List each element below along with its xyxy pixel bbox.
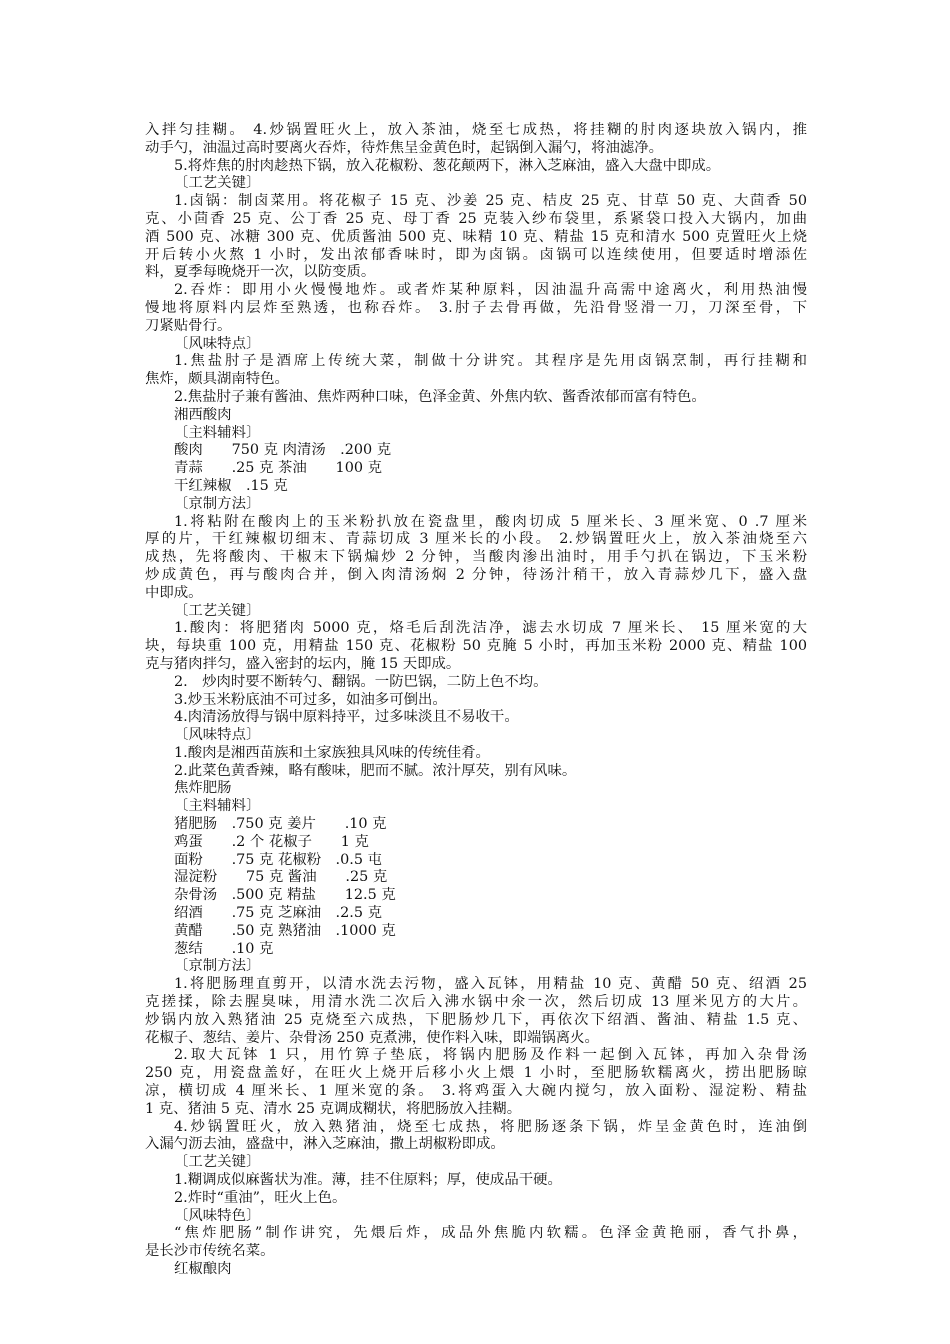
text-line: 〔工艺关键〕 <box>174 1154 261 1171</box>
ingredient-line: 葱结 .10 克 <box>174 940 274 957</box>
document-body <box>145 122 807 1279</box>
text-line: 〔风味特点〕 <box>174 335 261 352</box>
text-line: 〔风味特点〕 <box>174 727 261 744</box>
text-line: 2. 炒肉时要不断转勺、翻锅。一防巴锅，二防上色不均。 <box>174 673 548 690</box>
text-line: 炒锅内放入熟猪油 25 克烧至六成热，下肥肠炒几下，再依次下绍酒、酱油、精盐 1.5 克、 <box>145 1011 807 1028</box>
text-line: 1.糊调成似麻酱状为准。薄，挂不住原料；厚，使成品干硬。 <box>174 1172 562 1189</box>
ingredient-line: 湿淀粉 75 克 酱油 .25 克 <box>174 869 388 886</box>
text-line: “焦炸肥肠”制作讲究，先煨后炸，成品外焦脆内软糯。色泽金黄艳丽，香气扑鼻， <box>174 1225 807 1242</box>
text-line: 1.将粘附在酸肉上的玉米粉扒放在瓷盘里，酸肉切成 5 厘米长、3 厘米宽、0 .7 厘米 <box>174 513 807 530</box>
text-line: 克搓揉，除去腥臭味，用清水洗二次后入沸水锅中氽一次，然后切成 13 厘米见方的大片。 <box>145 994 807 1011</box>
text-line: 2.焦盐肘子兼有酱油、焦炸两种口味，色泽金黄、外焦内软、酱香浓郁而富有特色。 <box>174 388 706 405</box>
text-line: 〔工艺关键〕 <box>174 602 261 619</box>
text-line: 〔风味特色〕 <box>174 1207 261 1224</box>
text-line: 中即成。 <box>145 584 203 601</box>
text-line: 料，夏季每晚烧开一次，以防变质。 <box>145 264 376 281</box>
text-line: 2.取大瓦钵 1 只，用竹箅子垫底，将锅内肥肠及作料一起倒入瓦钵，再加入杂骨汤 <box>174 1047 807 1064</box>
text-line: 红椒酿肉 <box>174 1261 232 1277</box>
text-line: 慢地将原料内层炸至熟透，也称吞炸。 3.肘子去骨再做，先沿骨竖滑一刀，刀深至骨，下 <box>145 299 807 316</box>
text-line: 〔京制方法〕 <box>174 958 261 975</box>
ingredient-line: 杂骨汤 .500 克 精盐 12.5 克 <box>174 887 396 904</box>
ingredient-line: 猪肥肠 .750 克 姜片 .10 克 <box>174 816 387 833</box>
text-line: 2.吞炸：即用小火慢慢地炸。或者炸某种原料，因油温升高需中途离火，利用热油慢 <box>174 282 807 299</box>
text-line: 厚的片，干红辣椒切细末、青蒜切成 3 厘米长的小段。 2.炒锅置旺火上，放入茶油烧至六 <box>145 531 807 548</box>
text-line: 刀紧贴骨行。 <box>145 317 232 334</box>
text-line: 〔主料辅料〕 <box>174 798 261 815</box>
text-line: 〔工艺关键〕 <box>174 175 261 192</box>
ingredient-line: 绍酒 .75 克 芝麻油 .2.5 克 <box>174 905 382 922</box>
text-line: 入漏勺沥去油，盛盘中，淋入芝麻油，撒上胡椒粉即成。 <box>145 1136 505 1153</box>
text-line: 〔主料辅料〕 <box>174 424 261 441</box>
text-line: 炒成黄色，再与酸肉合并，倒入肉清汤焖 2 分钟，待汤汁稍干，放入青蒜炒几下，盛入盘 <box>145 566 807 583</box>
text-line: 〔京制方法〕 <box>174 495 261 512</box>
text-line: 1.酸肉是湘西苗族和土家族独具风味的传统佳肴。 <box>174 744 490 761</box>
text-line: 1.将肥肠理直剪开，以清水洗去污物，盛入瓦钵，用精盐 10 克、黄醋 50 克、绍酒 25 <box>174 976 807 993</box>
text-line: 250 克，用瓷盘盖好，在旺火上烧开后移小火上煨 1 小时，至肥肠软糯离火，捞出肥肠晾 <box>145 1065 807 1082</box>
text-line: 花椒子、葱结、姜片、杂骨汤 250 克煮沸，使作料入味，即端锅离火。 <box>145 1029 599 1046</box>
ingredient-line: 黄醋 .50 克 熟猪油 .1000 克 <box>174 922 396 939</box>
text-line: 酒 500 克、冰糖 300 克、优质酱油 500 克、味精 10 克、精盐 15 克和清水 500 克置旺火上烧 <box>145 228 807 245</box>
text-line: 入拌匀挂糊。 4.炒锅置旺火上，放入茶油，烧至七成热，将挂糊的肘肉逐块放入锅内，推 <box>145 122 807 138</box>
ingredient-line: 干红辣椒 .15 克 <box>174 477 288 494</box>
text-line: 克与猪肉拌匀，盛入密封的坛内，腌 15 天即成。 <box>145 655 461 672</box>
ingredient-line: 青蒜 .25 克 茶油 100 克 <box>174 460 382 477</box>
ingredient-line: 酸肉 750 克 肉清汤 .200 克 <box>174 442 392 459</box>
text-line: 5.将炸焦的肘肉趁热下锅，放入花椒粉、葱花颠两下，淋入芝麻油，盛入大盘中即成。 <box>174 157 721 174</box>
text-line: 3.炒玉米粉底油不可过多，如油多可倒出。 <box>174 691 447 708</box>
text-line: 2.此菜色黄香辣，略有酸味，肥而不腻。浓汁厚芡，别有风味。 <box>174 762 577 779</box>
text-line: 1 克、猪油 5 克、清水 25 克调成糊状，将肥肠放入挂糊。 <box>145 1100 522 1117</box>
text-line: 开后转小火熬 1 小时，发出浓郁香味时，即为卤锅。卤锅可以连续使用，但要适时增添佐 <box>145 246 807 263</box>
text-line: 1.焦盐肘子是酒席上传统大菜，制做十分讲究。其程序是先用卤锅烹制，再行挂糊和 <box>174 353 807 370</box>
text-line: 1.酸肉：将肥猪肉 5000 克，烙毛后刮洗洁净，滤去水切成 7 厘米长、 15 厘米宽的大 <box>174 620 807 637</box>
text-line: 动手勺，油温过高时要离火吞炸，待炸焦呈金黄色时，起锅倒入漏勺，将油滤净。 <box>145 139 664 156</box>
text-line: 是长沙市传统名菜。 <box>145 1243 275 1260</box>
text-line: 成热，先将酸肉、干椒末下锅煸炒 2 分钟，当酸肉渗出油时，用手勺扒在锅边，下玉米粉 <box>145 549 807 566</box>
text-line: 焦炸肥肠 <box>174 780 232 797</box>
text-line: 4.炒锅置旺火，放入熟猪油，烧至七成热，将肥肠逐条下锅，炸呈金黄色时，连油倒 <box>174 1118 807 1135</box>
ingredient-line: 面粉 .75 克 花椒粉 .0.5 屯 <box>174 851 382 868</box>
text-line: 焦炸，颇具湖南特色。 <box>145 371 289 388</box>
text-line: 1.卤锅：制卤菜用。将花椒子 15 克、沙姜 25 克、桔皮 25 克、甘草 50 克、大茴香 50 <box>174 193 807 210</box>
text-line: 克、小茴香 25 克、公丁香 25 克、母丁香 25 克装入纱布袋里，系紧袋口投入大锅内，加曲 <box>145 210 807 227</box>
text-line: 块，每块重 100 克，用精盐 150 克、花椒粉 50 克腌 5 小时，再加玉米粉 2000 克、精盐 100 <box>145 638 807 655</box>
ingredient-line: 鸡蛋 .2 个 花椒子 1 克 <box>174 833 369 850</box>
text-line: 凉，横切成 4 厘米长、1 厘米宽的条。 3.将鸡蛋入大碗内搅匀，放入面粉、湿淀粉、精盐 <box>145 1083 807 1100</box>
text-line: 2.炸时“重油”，旺火上色。 <box>174 1189 347 1206</box>
text-line: 4.肉清汤放得与锅中原料持平，过多味淡且不易收干。 <box>174 709 519 726</box>
text-line: 湘西酸肉 <box>174 406 232 423</box>
